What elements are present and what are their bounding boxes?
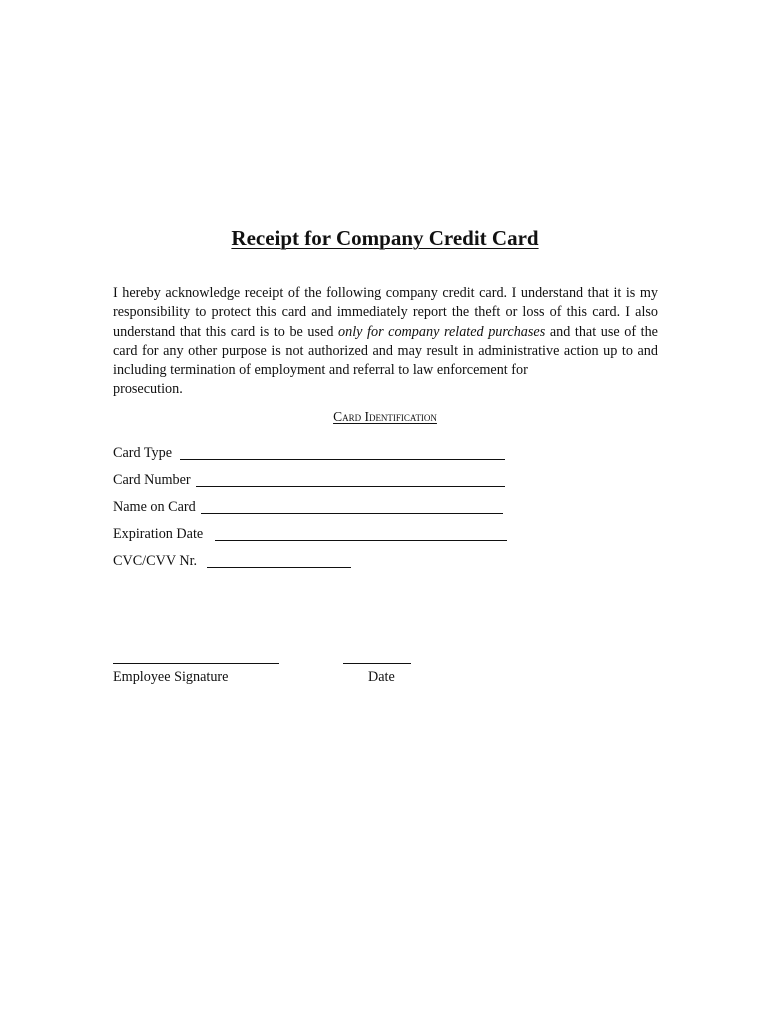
card-type-blank-line[interactable] [180, 459, 505, 460]
date-line[interactable] [343, 663, 411, 664]
cvc-field [113, 551, 197, 571]
expiration-date-field [113, 524, 203, 544]
name-on-card-field [113, 497, 196, 517]
expiration-date-label: Expiration Date [113, 526, 204, 542]
acknowledgement-paragraph [113, 284, 658, 400]
cvc-label: CVC/CVV Nr. [113, 553, 198, 569]
document-title: Receipt for Company Credit Card [231, 226, 539, 250]
card-number-blank-line[interactable] [196, 486, 505, 487]
date-label: Date [368, 669, 395, 685]
paragraph-last-line: prosecution. [113, 381, 183, 398]
employee-signature-line[interactable] [113, 663, 279, 664]
employee-signature-label: Employee Signature [113, 669, 229, 685]
card-number-label: Card Number [113, 472, 191, 488]
card-identification-heading: Card Identification [333, 409, 437, 424]
card-number-field [113, 470, 191, 490]
card-type-field [113, 443, 172, 463]
cvc-blank-line[interactable] [207, 567, 351, 568]
name-on-card-label: Name on Card [113, 499, 196, 515]
paragraph-text-end: and that use of the card for any other purpose is not authorized and may result in administrative action up to and including termination of employment and referral to law enforcement for [113, 323, 658, 379]
paragraph-text-start: I hereby acknowledge receipt of the following company credit card. I understand that it is my responsibility to protect this card and immediately report the theft or loss of this card. I also understand that this card is to be used [113, 285, 658, 340]
name-on-card-blank-line[interactable] [201, 513, 503, 514]
card-type-label: Card Type [113, 445, 173, 461]
expiration-date-blank-line[interactable] [215, 540, 507, 541]
paragraph-emphasis: only for company related purchases [338, 323, 546, 340]
